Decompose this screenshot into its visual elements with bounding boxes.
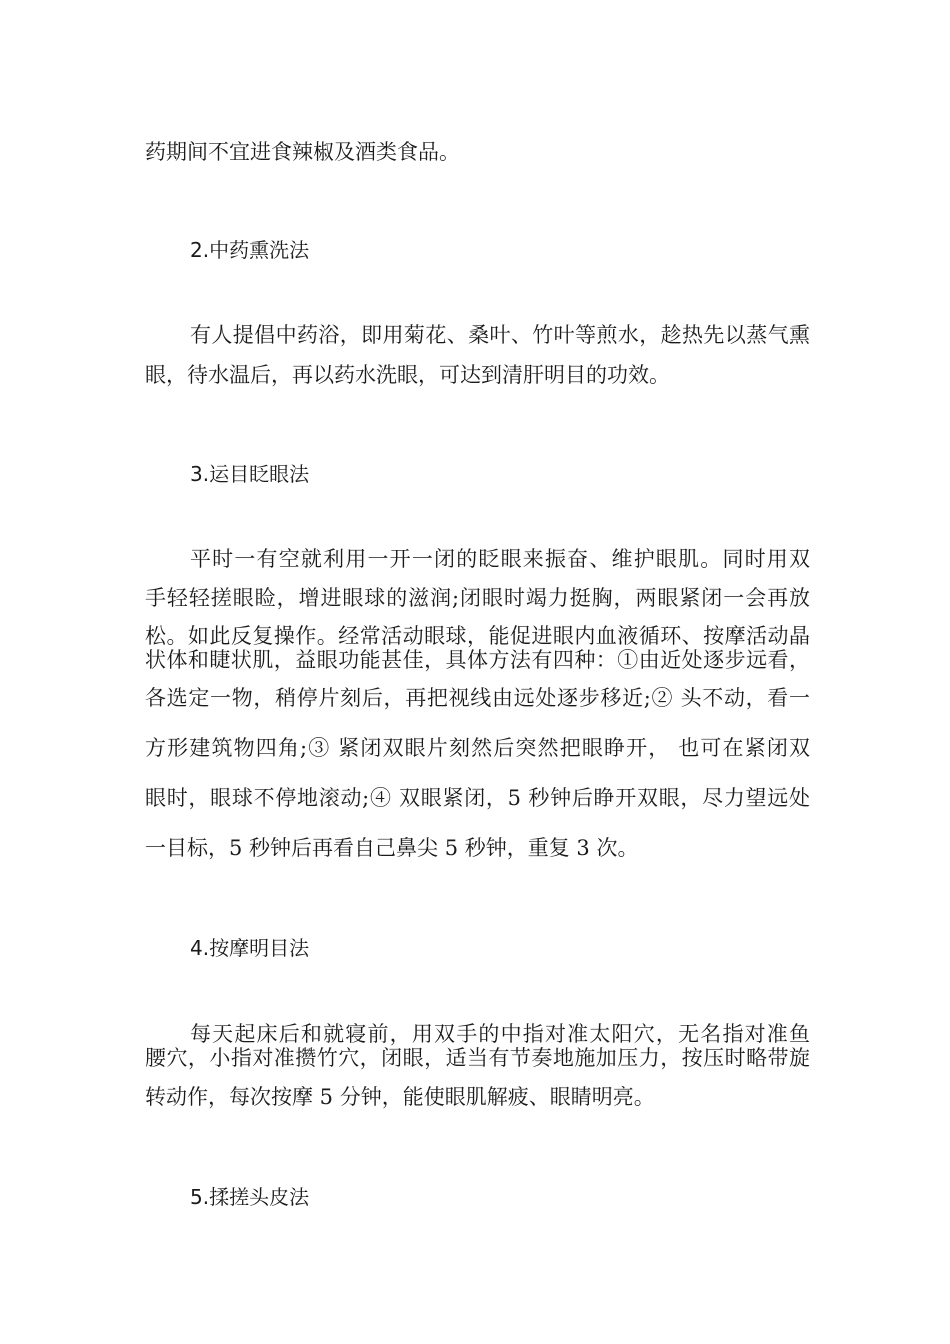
section-heading: 3.运目眨眼法	[190, 462, 310, 486]
paragraph-line: 有人提倡中药浴，即用菊花、桑叶、竹叶等煎水，趁热先以蒸气熏	[190, 323, 810, 347]
paragraph-line: 腰穴，小指对准攒竹穴，闭眼，适当有节奏地施加压力，按压时略带旋	[145, 1046, 810, 1070]
paragraph-line: 平时一有空就利用一开一闭的眨眼来振奋、维护眼肌。同时用双	[190, 547, 810, 571]
paragraph-line: 每天起床后和就寝前，用双手的中指对准太阳穴，无名指对准鱼	[190, 1022, 810, 1046]
paragraph-line: 眼，待水温后，再以药水洗眼，可达到清肝明目的功效。	[145, 363, 670, 387]
paragraph-line: 状体和睫状肌，益眼功能甚佳，具体方法有四种：①由近处逐步远看，	[145, 648, 810, 672]
section-heading: 5.揉搓头皮法	[190, 1185, 310, 1209]
section-heading: 2.中药熏洗法	[190, 238, 310, 262]
paragraph-line: 转动作，每次按摩 5 分钟，能使眼肌解疲、眼睛明亮。	[145, 1085, 655, 1109]
paragraph-line: 方形建筑物四角;③ 紧闭双眼片刻然后突然把眼睁开， 也可在紧闭双	[145, 736, 810, 760]
paragraph-line: 手轻轻搓眼睑，增进眼球的滋润;闭眼时竭力挺胸，两眼紧闭一会再放	[145, 586, 810, 610]
paragraph-line: 松。如此反复操作。经常活动眼球，能促进眼内血液循环、按摩活动晶	[145, 624, 810, 648]
paragraph-line: 眼时，眼球不停地滚动;④ 双眼紧闭，5 秒钟后睁开双眼，尽力望远处	[145, 786, 810, 810]
paragraph-line: 药期间不宜进食辣椒及酒类食品。	[145, 140, 460, 164]
paragraph-line: 一目标，5 秒钟后再看自己鼻尖 5 秒钟，重复 3 次。	[145, 836, 639, 860]
paragraph-line: 各选定一物，稍停片刻后，再把视线由远处逐步移近;② 头不动，看一	[145, 686, 810, 710]
section-heading: 4.按摩明目法	[190, 936, 310, 960]
